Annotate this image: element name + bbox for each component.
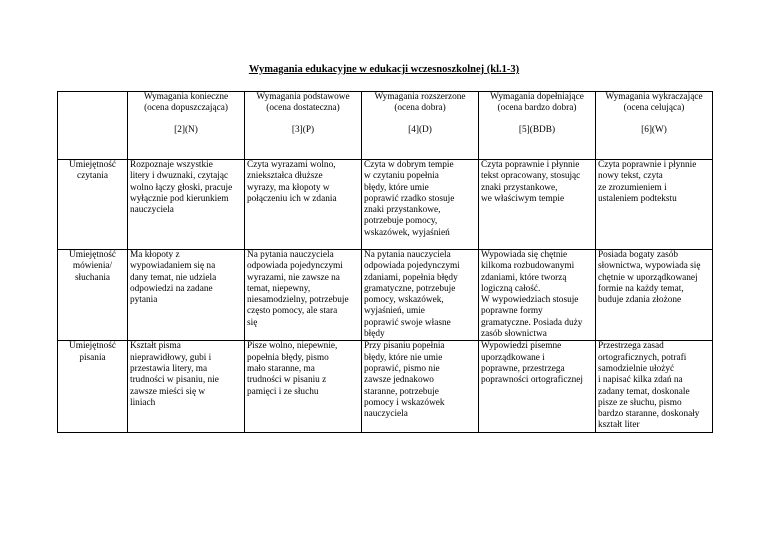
requirement-cell — [245, 160, 362, 250]
requirement-cell — [362, 160, 479, 250]
requirement-line: poprawne formy — [481, 306, 543, 317]
requirement-line: pomocy i wskazówek — [364, 397, 445, 408]
grade-line2: (ocena dopuszczająca) — [144, 103, 228, 114]
requirement-line: ze zrozumieniem i — [598, 182, 667, 193]
requirement-line: nieprawidłowy, gubi i — [130, 352, 212, 363]
requirement-line: Pisze wolno, niepewnie, — [247, 341, 338, 352]
requirement-line: błędy — [364, 329, 385, 340]
requirement-line: potrzebuje pomocy, — [364, 216, 438, 227]
requirement-line: zniekształca dłuższe — [247, 171, 323, 182]
requirement-line: nauczyciela — [130, 205, 174, 216]
requirement-cell — [245, 250, 362, 341]
table-row — [58, 341, 713, 432]
grade-line1: Wymagania rozszerzone — [374, 92, 466, 102]
column-header — [596, 92, 713, 160]
requirement-cell — [128, 250, 245, 341]
requirement-line: kształt liter — [598, 420, 640, 431]
requirement-line: poprawne, przestrzega — [481, 363, 565, 374]
requirement-line: Czyta poprawnie i płynnie — [598, 160, 697, 170]
requirement-line: Czyta w dobrym tempie — [364, 160, 454, 170]
requirement-line: wskazówek, wyjaśnień — [364, 227, 450, 238]
requirement-line: ustaleniem podtekstu — [598, 193, 677, 204]
requirement-line: zawsze mieści się w — [130, 386, 206, 397]
requirement-cell — [362, 250, 479, 341]
grade-code: [5](BDB) — [518, 124, 556, 135]
requirement-line: temat, niepewny, — [247, 283, 311, 294]
requirement-line: pytania — [130, 295, 158, 306]
requirement-line: popełnia błędy, pismo — [247, 352, 329, 363]
requirements-table — [57, 91, 713, 433]
requirement-line: błędy, które nie umie — [364, 352, 443, 363]
grade-line2: (ocena dostateczna) — [266, 103, 340, 114]
grade-line1: Wymagania konieczne — [143, 92, 229, 102]
requirement-line: często pomocy, ale stara — [247, 306, 338, 317]
grade-code: [2](N) — [174, 124, 198, 135]
grade-line1: Wymagania wykraczające — [605, 92, 703, 102]
requirement-line: liniach — [130, 397, 156, 408]
requirement-line: poprawić rzadko stosuje — [364, 193, 455, 204]
column-header — [245, 92, 362, 160]
requirement-line: odpowiada pojedynczymi — [364, 261, 460, 272]
requirement-cell — [128, 160, 245, 250]
requirement-line: niesamodzielny, potrzebuje — [247, 295, 349, 306]
requirement-cell — [479, 341, 596, 432]
requirement-line: formie na każdy temat, — [598, 283, 684, 294]
requirement-line: W wypowiedziach stosuje — [481, 295, 579, 306]
row-label: Umiejętność czytania — [58, 160, 128, 250]
column-header — [362, 92, 479, 160]
requirement-line: Wypowiada się chętnie — [481, 250, 568, 260]
requirement-line: Czyta poprawnie i płynnie — [481, 160, 580, 170]
requirement-cell — [596, 341, 713, 432]
requirement-line: we właściwym tempie — [481, 193, 565, 204]
requirement-line: gramatyczne. Posiada duży — [481, 317, 583, 328]
requirement-line: zdaniami, które tworzą — [481, 272, 567, 283]
requirement-line: wyjaśnień, umie — [364, 306, 425, 317]
requirement-line: poprawić, pismo nie — [364, 363, 440, 374]
requirement-line: nowy tekst, czyta — [598, 171, 663, 182]
requirement-line: odpowiedzi na zadane — [130, 283, 213, 294]
requirement-line: Wypowiedzi pisemne — [481, 341, 562, 352]
requirement-line: zawsze jednakowo — [364, 375, 434, 386]
requirement-line: Czyta wyrazami wolno, — [247, 160, 336, 170]
column-header — [128, 92, 245, 160]
requirement-line: odpowiada pojedynczymi — [247, 261, 343, 272]
requirement-line: poprawności ortograficznej — [481, 375, 583, 386]
requirement-line: znaki przystankowe, — [364, 205, 441, 216]
requirement-line: Rozpoznaje wszystkie — [130, 160, 213, 170]
requirement-line: się — [247, 317, 258, 328]
requirement-line: pomocy, wskazówek, — [364, 295, 444, 306]
requirement-line: mało staranne, ma — [247, 363, 315, 374]
row-label: Umiejętność pisania — [58, 341, 128, 432]
requirement-line: chętnie w uporządkowanej — [598, 272, 698, 283]
requirement-cell — [479, 160, 596, 250]
requirement-line: słownictwa, wypowiada się — [598, 261, 701, 272]
grade-line2: (ocena celująca) — [623, 103, 685, 114]
requirement-line: Ma kłopoty z — [130, 250, 180, 260]
requirement-line: wyrazami, nie zawsze na — [247, 272, 340, 283]
requirement-line: staranne, potrzebuje — [364, 386, 439, 397]
requirement-line: litery i dwuznaki, czytając — [130, 171, 229, 182]
grade-line1: Wymagania podstawowe — [256, 92, 350, 102]
requirement-line: nauczyciela — [364, 409, 408, 420]
requirement-line: Posiada bogaty zasób — [598, 250, 679, 260]
requirement-cell — [596, 250, 713, 341]
requirement-line: logiczną całość. — [481, 283, 541, 294]
requirement-line: zdaniami, popełnia błędy — [364, 272, 458, 283]
requirement-line: Na pytania nauczyciela — [364, 250, 451, 260]
grade-code: [3](P) — [291, 124, 315, 135]
requirement-line: buduje zdania złożone — [598, 295, 682, 306]
requirement-line: Na pytania nauczyciela — [247, 250, 334, 260]
requirement-cell — [479, 250, 596, 341]
requirement-line: wolno łączy głoski, pracuje — [130, 182, 233, 193]
row-label: Umiejętność mówienia/ słuchania — [58, 250, 128, 341]
requirement-cell — [362, 341, 479, 432]
requirement-line: ortograficznych, potrafi — [598, 352, 687, 363]
requirement-line: bardzo staranne, doskonały — [598, 409, 700, 420]
table-row — [58, 250, 713, 341]
requirement-line: samodzielnie ułożyć — [598, 363, 675, 374]
requirement-line: zasób słownictwa — [481, 329, 547, 340]
requirement-line: tekst opracowany, stosując — [481, 171, 581, 182]
requirement-line: w czytaniu popełnia — [364, 171, 439, 182]
requirement-line: dany temat, nie udziela — [130, 272, 217, 283]
requirement-cell — [245, 341, 362, 432]
requirement-line: wyrazy, ma kłopoty w — [247, 182, 330, 193]
requirement-line: trudności w pisaniu z — [247, 375, 327, 386]
requirement-line: Kształt pisma — [130, 341, 181, 352]
requirement-line: przestawia litery, ma — [130, 363, 208, 374]
header-row — [58, 92, 713, 160]
requirement-line: uporządkowane i — [481, 352, 545, 363]
requirement-cell — [596, 160, 713, 250]
requirement-line: Przestrzega zasad — [598, 341, 664, 352]
grade-line1: Wymagania dopełniające — [490, 92, 584, 102]
requirement-line: kilkoma rozbudowanymi — [481, 261, 575, 272]
requirement-line: zadany temat, doskonale — [598, 386, 690, 397]
requirement-line: wyłącznie pod kierunkiem — [130, 193, 229, 204]
requirement-line: pamięci i ze słuchu — [247, 386, 319, 397]
requirement-line: trudności w pisaniu, nie — [130, 375, 219, 386]
requirement-line: błędy, które umie — [364, 182, 429, 193]
corner-cell — [58, 92, 128, 160]
requirement-cell — [128, 341, 245, 432]
requirement-line: pisze ze słuchu, pismo — [598, 397, 682, 408]
requirement-line: i napisać kilka zdań na — [598, 375, 683, 386]
requirement-line: Przy pisaniu popełnia — [364, 341, 445, 352]
grade-line2: (ocena bardzo dobra) — [497, 103, 577, 114]
column-header — [479, 92, 596, 160]
requirement-line: znaki przystankowe, — [481, 182, 558, 193]
grade-code: [4](D) — [408, 124, 432, 135]
grade-line2: (ocena dobra) — [394, 103, 446, 114]
requirement-line: poprawić swoje własne — [364, 317, 451, 328]
page-title: Wymagania edukacyjne w edukacji wczesnoszkolnej (kl.1-3) — [248, 64, 520, 75]
grade-code: [6](W) — [641, 124, 667, 135]
requirement-line: gramatyczne, potrzebuje — [364, 283, 456, 294]
table-row — [58, 160, 713, 250]
requirement-line: połączeniu ich w zdania — [247, 193, 337, 204]
requirement-line: wypowiadaniem się na — [130, 261, 216, 272]
